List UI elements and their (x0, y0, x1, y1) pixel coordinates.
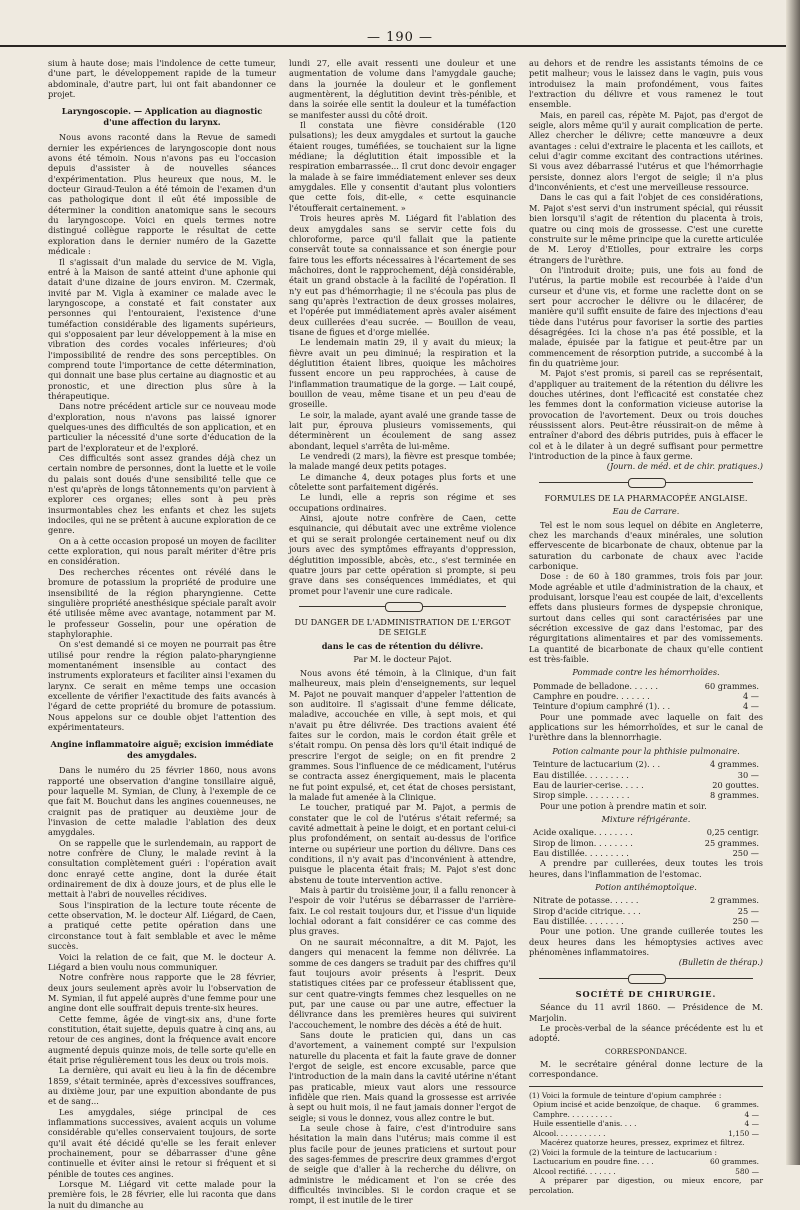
paragraph: Le procès-verbal de la séance précédente est lu et adopté. (529, 1022, 763, 1044)
ornament-divider (299, 602, 506, 611)
paragraph: Dans notre précédent article sur ce nouveau mode d'exploration, nous n'avons pas laissé ignorer quelques-unes des difficultés de son application, et en particulier la nécessité d'une sorte d'éducation de la part de l'explorateur et de l'exploré. (48, 401, 276, 453)
recipe-line: Teinture d'opium camphré (1). . . 4 — (533, 701, 759, 712)
recipe-line: Sirop d'acide citrique. . . . 25 — (533, 905, 759, 916)
paragraph: Il constata une fièvre considérable (120 pulsations); les deux amygdales et surtout la gauche étaient rouges, tuméfiées, se touchaient sur la ligne médiane; la déglutition était impossible et la respiration embarrassée... Il crut donc devoir engager la malade à se faire immédiatement enlever ses deux amygdales. Elle y consentit d'autant plus volontiers que cette fois, dit-elle, « cette esquinancie l'étoufferait certainement. » (289, 120, 516, 213)
recipe-line: Eau distillée. . . . . . . . . 30 — (533, 769, 759, 780)
paragraph: La seule chose à faire, c'est d'introduire sans hésitation la main dans l'utérus; mais comme il est plus facile pour de jeunes praticiens et surtout pour des sages-femmes de prescrire deux grammes d'ergot de seigle que d'aller à la recherche du délivre, on administre le médicament et l'on se crée des difficultés invincibles. Si le cordon craque et se rompt, il est inutile de le tirer (289, 1123, 516, 1206)
ornament-divider (539, 478, 753, 487)
paragraph: La dernière, qui avait eu lieu à la fin de décembre 1859, s'était terminée, après d'excessives souffrances, au dixième jour, par une expuition abondante de pus et de sang... (48, 1065, 276, 1107)
recipe-line: Eau distillée. . . . . . . . 250 — (533, 915, 759, 926)
footnote-line: Opium incisé et acide benzoïque, de chaque. 6 grammes. (533, 1100, 759, 1110)
recipe-line: Sirop de limon. . . . . . . . 25 grammes. (533, 837, 759, 848)
paragraph: Ces difficultés sont assez grandes déjà chez un certain nombre de personnes, dont la luette et le voile du palais sont doués d'une sensibilité telle que ce n'est qu'après de longs tâtonnements qu'on parvient à explorer ces organes; elles sont à peu près insurmontables chez les enfants et chez les sujets indociles, qui ne se prêtent à aucune exploration de ce genre. (48, 453, 276, 536)
paragraph: Sans doute le praticien qui, dans un cas d'avortement, a vainement compté sur l'expulsion naturelle du placenta et fait la faute grave de donner l'ergot de seigle, est encore excusable, parce que l'introduction de la main dans la cavité utérine n'étant pas praticable, mieux vaut alors une ressource infidèle que rien. Mais quand la grossesse est arrivée à sept ou huit mois, il ne faut jamais donner l'ergot de seigle; si vous le donnez, vous allez contre le but. (289, 1029, 516, 1123)
section-heading-laryngoscopie: Laryngoscopie. — Application au diagnostic d'une affection du larynx. (61, 106, 263, 127)
paragraph: M. Pajot s'est promis, si pareil cas se représentait, d'appliquer au traitement de la rétention du délivre les douches utérines, dont l'efficacité est constatée chez les femmes dont la conformation vicieuse autorise la provocation de l'avortement. Deux ou trois douches réussissent alors. Peut-être réussirait-on de même à entraîner d'abord des débris putrides, puis à effacer le col et à le dilater à un degré suffisant pour permettre l'introduction de la pince à faux germe. (529, 368, 763, 462)
subheading-correspondance: CORRESPONDANCE. (605, 1046, 687, 1056)
recipe-line: Sirop simple. . . . . . . . . 8 grammes. (533, 790, 759, 801)
paragraph: On se rappelle que le surlendemain, au rapport de notre confrère de Cluny, le malade revint à la consultation complètement guéri : l'opération avait donc enrayé cette angine, dont la durée était ordinairement de dix à douze jours, et de plus elle le mettait à l'abri de nouvelles récidives. (48, 837, 276, 900)
recipe-line: Eau distillée. . . . . . . . . 250 — (533, 847, 759, 858)
paragraph: sium à haute dose; mais l'indolence de cette tumeur, d'une part, le développement rapide de la tumeur abdominale, d'autre part, lui ont fait abandonner ce projet. (48, 58, 276, 100)
page-number: — 190 — (366, 30, 434, 45)
paragraph: Voici la relation de ce fait, que M. le docteur A. Liégard a bien voulu nous communiquer. (48, 951, 276, 972)
column-3 (529, 58, 763, 1195)
paragraph: Le lendemain matin 29, il y avait du mieux; la fièvre avait un peu diminué; la respiration et la déglutition étaient libres, quoique les mâchoires fussent encore un peu rapprochées, à cause de l'inflammation traumatique de la gorge. — Lait coupé, bouillon de veau, même tisane et un peu d'eau de groseille. (289, 337, 516, 410)
source-citation: (Journ. de méd. et de chir. pratiques.) (606, 461, 763, 472)
header-rule (0, 45, 800, 47)
paragraph: Sous l'inspiration de la lecture toute récente de cette observation, M. le docteur Alf. Liégard, de Caen, a pratiqué cette petite opération dans une circonstance tout à fait semblable et avec le même succès. (48, 899, 276, 952)
recipe-title: Potion calmante pour la phthisie pulmonaire. (552, 745, 740, 756)
paragraph: Dans le numéro du 25 février 1860, nous avons rapporté une observation d'angine tonsillaire aiguë, pour laquelle M. Symian, de Cluny, à l'exemple de ce que fait M. Bouchut dans les angines couenneuses, ne craignit pas de pratiquer au deuxième jour de l'invasion de cette maladie l'ablation des deux amygdales. (48, 765, 276, 838)
recipe-title: Eau de Carrare. (612, 506, 680, 517)
paragraph: Notre confrère nous rapporte que le 28 février, deux jours seulement après avoir lu l'observation de M. Symian, il fut appelé auprès d'une femme pour une angine dont elle souffrait depuis trente-six heures. (48, 972, 276, 1014)
paragraph: Le vendredi (2 mars), la fièvre est presque tombée; la malade mangé deux petits potages. (289, 451, 516, 472)
footnote-line: Alcool. . . . . . . . . . . 1,150 — (533, 1128, 759, 1138)
paragraph: Nous avons été témoin, à la Clinique, d'un fait malheureux, mais plein d'enseignements, sur lequel M. Pajot ne pouvait manquer d'appeler l'attention de son auditoire. Il s'agissait d'une femme délicate, maladive, accouchée en ville, à sept mois, et qui n'avait pu être délivrée. Des tractions avaient été faites sur le cordon, mais le cordon était grêle et s'était rompu. On pensa dès lors qu'il était indiqué de prescrire l'ergot de seigle; on en fit prendre 2 grammes. Sous l'influence de ce médicament, l'utérus se contracta assez énergiquement, mais le placenta ne fut point expulsé, et, cet état de choses persistant, la malade fut amenée à la Clinique. (289, 667, 516, 802)
recipe-line: Acide oxalique. . . . . . . . 0,25 centigr. (533, 827, 759, 838)
paragraph: On l'introduit droite; puis, une fois au fond de l'utérus, la partie mobile est recourbée à l'aide d'un curseur et d'une vis, et forme une raclette dont on se sert pour accrocher le délivre ou le dilacérer, de manière qu'il suffit ensuite de faire des injections d'eau tiède dans l'utérus pour favoriser la sortie des parties désagrégées. Ici la chose n'a pas été possible, et la malade, épuisée par la fatigue et peut-être par un commencement de résorption putride, a succombé à la fin du quatrième jour. (529, 264, 763, 368)
paragraph: Pour une potion à prendre matin et soir. (540, 800, 707, 811)
paragraph: Le dimanche 4, deux potages plus forts et une côtelette sont parfaitement digérés. (289, 471, 516, 493)
paragraph: lundi 27, elle avait ressenti une douleur et une augmentation de volume dans l'amygdale gauche; dans la journée la douleur et le gonflement augmentèrent, la déglutition devint très-pénible, et dans la soirée elle sentit la douleur et la tuméfaction se manifester aussi du côté droit. (289, 58, 516, 120)
paragraph: Pour une potion. Une grande cuillerée toutes les deux heures dans les hémoptysies actives avec phénomènes inflammatoires. (529, 926, 763, 957)
footnote-line: Camphre. . . . . . . . . . 4 — (533, 1109, 759, 1119)
paragraph: On ne saurait méconnaître, a dit M. Pajot, les dangers qui menacent la femme non délivrée. La somme de ces dangers se traduit par des chiffres qu'il faut toujours avoir présents à l'esprit. Deux statistiques citées par ce professeur établissent que, sur cent quatre-vingts femmes chez lesquelles on ne put, par une cause ou par une autre, effectuer la délivrance dans les premières heures qui suivirent l'accouchement, le nombre des décès a été de huit. (289, 936, 516, 1030)
paragraph: Le lundi, elle a repris son régime et ses occupations ordinaires. (289, 492, 516, 513)
footnote-line: Alcool rectifié. . . . . . . 580 — (533, 1166, 759, 1176)
paragraph: Lorsque M. Liégard vit cette malade pour la première fois, le 28 février, elle lui raconta que dans la nuit du dimanche au (48, 1179, 276, 1210)
footnote-line: Macérez quatorze heures, pressez, exprimez et filtrez. (540, 1138, 745, 1148)
paragraph: Tel est le nom sous lequel on débite en Angleterre, chez les marchands d'eaux minérales, une solution effervescente de bicarbonate de chaux, obtenue par la saturation du carbonate de chaux avec l'acide carbonique. (529, 519, 763, 571)
ornament-divider (539, 974, 753, 983)
section-heading-societe: SOCIÉTÉ DE CHIRURGIE. (575, 988, 717, 999)
recipe-title: Pommade contre les hémorrhoïdes. (572, 667, 720, 678)
recipe-line: Nitrate de potasse. . . . . . 2 grammes. (533, 895, 759, 906)
paragraph: Nous avons raconté dans la Revue de samedi dernier les expériences de laryngoscopie dont nous avons été témoin. Nous n'avons pas eu l'occasion depuis d'assister à de nouvelles séances d'expérimentation. Plus heureux que nous, M. le docteur Giraud-Teulon a été témoin de l'examen d'un cas pathologique dont il eût été impossible de déterminer la condition anatomique sans le secours du laryngoscope. Voici en quels termes notre distingué collègue rapporte le résultat de cette exploration dans le dernier numéro de la Gazette médicale : (48, 132, 276, 257)
column-1 (48, 58, 276, 1210)
paragraph: Dose : de 60 à 180 grammes, trois fois par jour. Mode agréable et utile d'administration de la chaux, et produisant, lorsque l'eau est coupée de lait, d'excellents effets dans plusieurs formes de dyspepsie chronique, surtout dans celles qui sont caractérisées par une sécrétion excessive de gaz dans l'estomac, par des régurgitations alimentaires et par des vomissements. La quantité de bicarbonate de chaux qu'elle contient est très-faible. (529, 571, 763, 665)
section-heading-formules: FORMULES DE LA PHARMACOPÉE ANGLAISE. (544, 492, 748, 503)
paragraph: Mais à partir du troisième jour, il a fallu renoncer à l'espoir de voir l'utérus se débarrasser de l'arrière-faix. Le col restait toujours dur, et l'issue d'un liquide lochial odorant a fait considérer ce cas comme des plus graves. (289, 885, 516, 937)
paragraph: Trois heures après M. Liégard fit l'ablation des deux amygdales sans se servir cette fois du chloroforme, parce qu'il fallait que la patiente conservât toute sa connaissance et son énergie pour faire tous les efforts nécessaires à l'écartement de ses mâchoires, dont le rapprochement, déjà considérable, était un grand obstacle à la facilité de l'opération. Il n'y eut pas d'hémorrhagie; il ne s'écoula pas plus de sang qu'après l'extraction de deux grosses molaires, et l'opérée put immédiatement après avaler aisément deux cuillerées d'eau sucrée. — Bouillon de veau, tisane de figues et d'orge miellée. (289, 213, 516, 337)
paragraph: Le toucher, pratiqué par M. Pajot, a permis de constater que le col de l'utérus s'était refermé; sa cavité admettait à peine le doigt, et en portant celui-ci plus profondément, on sentait au-dessus de l'orifice interne ou supérieur une portion du délivre. Dans ces conditions, il n'y avait pas d'inconvénient à attendre, puisque le placenta était frais; M. Pajot s'est donc abstenu de toute intervention active. (289, 802, 516, 885)
paragraph: Le soir, la malade, ayant avalé une grande tasse de lait pur, éprouva plusieurs vomissements, qui déterminèrent un écoulement de sang assez abondant, lequel s'arrêta de lui-même. (289, 409, 516, 451)
footnote-line: Lactucarium en poudre fine. . . . 60 grammes. (533, 1157, 759, 1167)
article-author: Par M. le docteur Pajot. (353, 654, 452, 665)
recipe-line: Pommade de belladone. . . . . . 60 grammes. (533, 680, 759, 691)
paragraph: On s'est demandé si ce moyen ne pourrait pas être utilisé pour rendre la région palato-pharyngienne momentanément insensible au contact des instruments explorateurs et faciliter ainsi l'examen du larynx. Ce serait en même temps une occasion excellente de vérifier l'exactitude des faits avancés à l'égard de cette propriété du bromure de potassium. Nous appelons sur ce double objet l'attention des expérimentateurs. (48, 639, 276, 732)
recipe-line: Teinture de lactucarium (2). . . 4 grammes. (533, 759, 759, 770)
paragraph: On a à cette occasion proposé un moyen de faciliter cette exploration, qui nous paraît mériter d'être pris en considération. (48, 535, 276, 567)
footnote-1: (1) Voici la formule de teinture d'opium camphrée : (529, 1090, 722, 1100)
recipe-line: Camphre en poudre. . . . . . . 4 — (533, 691, 759, 702)
section-subheading-ergot: dans le cas de rétention du délivre. (321, 640, 484, 651)
paragraph: Des recherches récentes ont révélé dans le bromure de potassium la propriété de produire une insensibilité de la région pharyngienne. Cette singulière propriété anesthésique spéciale paraît avoir été utilisée même avec avantage, notamment par M. le professeur Gosselin, pour une opération de staphyloraphie. (48, 566, 276, 639)
paragraph: Cette femme, âgée de vingt-six ans, d'une forte constitution, était sujette, depuis quatre à cinq ans, au retour de ces angines, dont la fréquence avait encore augmenté depuis quinze mois, de telle sorte qu'elle en était prise régulièrement tous les deux ou trois mois. (48, 1013, 276, 1065)
paragraph: M. le secrétaire général donne lecture de la correspondance. (529, 1059, 763, 1080)
paragraph: Dans le cas qui a fait l'objet de ces considérations, M. Pajot s'est servi d'un instrument spécial, qui réussit bien lorsqu'il s'agit de rétention du placenta à trois, quatre ou cinq mois de grossesse. C'est une curette construite sur le même principe que la curette articulée de M. Leroy d'Etiolles, pour extraire les corps étrangers de l'urèthre. (529, 192, 763, 265)
section-heading-angine: Angine inflammatoire aiguë; excision immédiate des amygdales. (50, 739, 274, 760)
footnote-2: (2) Voici la formule de la teinture de lactucarium : (529, 1147, 718, 1157)
section-heading-ergot: DU DANGER DE L'ADMINISTRATION DE L'ERGOT DE SEIGLE (294, 616, 511, 638)
source-citation: (Bulletin de thérap.) (678, 957, 763, 968)
paragraph: Pour une pommade avec laquelle on fait des applications sur les hémorrhoïdes, et sur le canal de l'urèthre dans la blennorrhagie. (529, 711, 763, 743)
paragraph: A prendre par cuillerées, deux toutes les trois heures, dans l'inflammation de l'estomac. (529, 858, 763, 879)
paragraph: Ainsi, ajoute notre confrère de Caen, cette esquinancie, qui débutait avec une extrême violence et qui se serait prolongée certainement neuf ou dix jours avec des symptômes effrayants d'oppression, déglutition impossible, abcès, etc., s'est terminée en quatre jours par cette opération si prompte, si peu grave dans ses conséquences immédiates, et qui promet pour l'avenir une cure radicale. (289, 513, 516, 596)
recipe-title: Mixture réfrigérante. (601, 813, 691, 824)
paragraph: Il s'agissait d'un malade du service de M. Vigla, entré à la Maison de santé atteint d'une aphonie qui datait d'une dizaine de jours environ. M. Czermak, invité par M. Vigla à examiner ce malade avec le laryngoscope, a constaté et fait constater aux personnes qui l'entouraient, l'existence d'une tuméfaction considérable des ligaments supérieurs, qui s'opposaient par leur développement à la mise en vibration des cordes vocales inférieures; d'où l'impossibilité de rendre des sons perceptibles. On comprend toute l'importance de cette détermination, qui donnait une base plus certaine au diagnostic et au pronostic, et une direction plus sûre à la thérapeutique. (48, 256, 276, 401)
paragraph: au dehors et de rendre les assistants témoins de ce petit malheur; vous le laissez dans le vagin, puis vous introduisez la main profondément, vous faites l'extraction du délivre et vous ramenez le tout ensemble. (529, 58, 763, 110)
paragraph: Mais, en pareil cas, répète M. Pajot, pas d'ergot de seigle, alors même qu'il y aurait complication de perte. Allez chercher le délivre; cette manœuvre a deux avantages : celui d'extraire le placenta et les caillots, et celui d'agir comme excitant des contractions utérines. Si vous avez débarrassé l'utérus et que l'hémorrhagie persiste, donnez alors l'ergot de seigle; il n'a plus d'inconvénients, et c'est une merveilleuse ressource. (529, 109, 763, 193)
paragraph: Les amygdales, siége principal de ces inflammations successives, avaient acquis un volume considérable qu'elles conservaient toujours, de sorte qu'il avait été décidé qu'elle se les ferait enlever prochainement, pour se débarrasser d'une gêne continuelle et éviter ainsi le retour si fréquent et si pénible de toutes ces angines. (48, 1106, 276, 1179)
page-binding-edge (786, 0, 800, 1165)
column-2 (289, 58, 516, 1206)
footnote-line: A préparer par digestion, ou mieux encore, par percolation. (529, 1176, 763, 1195)
paragraph: Séance du 11 avril 1860. — Présidence de M. Marjolin. (529, 1002, 763, 1023)
footnote-line: Huile essentielle d'anis. . . . 4 — (533, 1119, 759, 1129)
recipe-line: Eau de laurier-cerise. . . . . 20 gouttes. (533, 779, 759, 790)
footnote-rule (529, 1086, 763, 1087)
recipe-title: Potion antihémoptoïque. (595, 881, 697, 892)
